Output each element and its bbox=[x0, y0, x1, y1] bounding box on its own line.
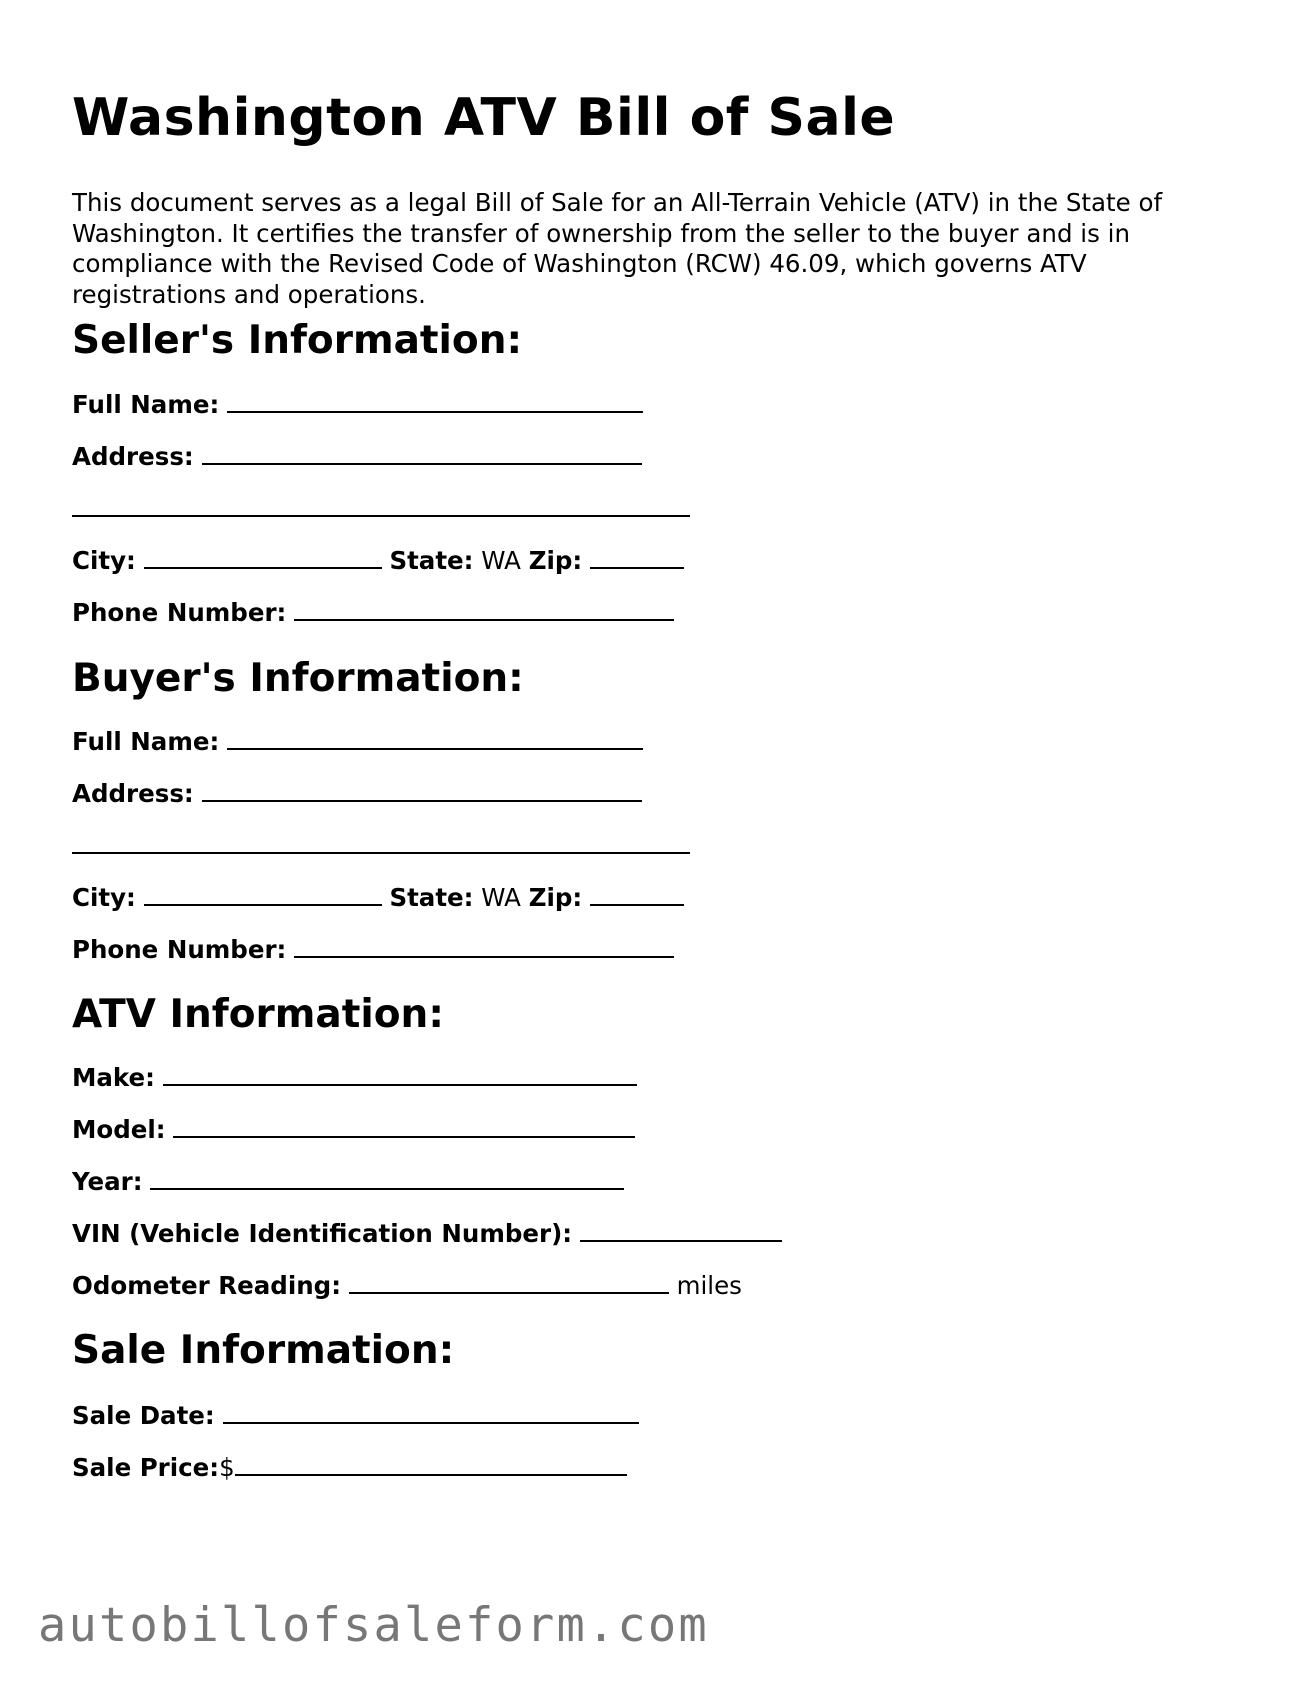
buyer-city-field[interactable] bbox=[144, 882, 382, 906]
buyer-state-label: State: bbox=[389, 883, 474, 912]
atv-heading: ATV Information: bbox=[72, 992, 444, 1037]
seller-address-line2-row bbox=[72, 493, 690, 524]
seller-zip-label: Zip: bbox=[528, 546, 583, 575]
buyer-address-line2-row bbox=[72, 830, 690, 861]
seller-state-label: State: bbox=[389, 546, 474, 575]
buyer-phone-label: Phone Number: bbox=[72, 935, 287, 964]
buyer-address-line2-field[interactable] bbox=[72, 830, 690, 854]
atv-year-label: Year: bbox=[72, 1167, 143, 1196]
sale-price-label: Sale Price: bbox=[72, 1453, 220, 1482]
atv-vin-row bbox=[72, 1218, 782, 1249]
atv-year-row bbox=[72, 1166, 624, 1197]
buyer-city-state-zip-row bbox=[72, 882, 684, 913]
seller-phone-row bbox=[72, 597, 674, 628]
atv-odometer-row bbox=[72, 1270, 742, 1301]
sale-heading: Sale Information: bbox=[72, 1328, 455, 1373]
sale-date-field[interactable] bbox=[223, 1400, 639, 1424]
seller-city-state-zip-row bbox=[72, 545, 684, 576]
seller-heading: Seller's Information: bbox=[72, 318, 523, 363]
atv-model-label: Model: bbox=[72, 1115, 166, 1144]
seller-full-name-field[interactable] bbox=[227, 389, 643, 413]
atv-make-label: Make: bbox=[72, 1063, 155, 1092]
seller-address-line2-field[interactable] bbox=[72, 493, 690, 517]
buyer-full-name-row bbox=[72, 726, 643, 757]
seller-zip-field[interactable] bbox=[590, 545, 684, 569]
atv-year-field[interactable] bbox=[150, 1166, 624, 1190]
seller-full-name-label: Full Name: bbox=[72, 390, 220, 419]
document-title: Washington ATV Bill of Sale bbox=[72, 88, 896, 148]
buyer-state-value: WA bbox=[481, 883, 521, 912]
seller-state-value: WA bbox=[481, 546, 521, 575]
seller-city-field[interactable] bbox=[144, 545, 382, 569]
sale-price-field[interactable] bbox=[235, 1452, 627, 1476]
seller-address-row bbox=[72, 441, 642, 472]
seller-city-label: City: bbox=[72, 546, 136, 575]
atv-make-field[interactable] bbox=[163, 1062, 637, 1086]
atv-model-row bbox=[72, 1114, 635, 1145]
intro-paragraph: This document serves as a legal Bill of Sale for an All-Terrain Vehicle (ATV) in the State of Washington. It certifies the transfer of ownership from the seller to the buyer and is in compliance with the Revised Code of Washington (RCW) 46.09, which governs ATV registrations and operations. bbox=[72, 188, 1163, 309]
buyer-zip-label: Zip: bbox=[528, 883, 583, 912]
atv-vin-field[interactable] bbox=[580, 1218, 782, 1242]
sale-date-row bbox=[72, 1400, 639, 1431]
buyer-address-field[interactable] bbox=[202, 778, 642, 802]
buyer-phone-field[interactable] bbox=[294, 934, 674, 958]
sale-date-label: Sale Date: bbox=[72, 1401, 215, 1430]
seller-full-name-row bbox=[72, 389, 643, 420]
buyer-heading: Buyer's Information: bbox=[72, 656, 524, 701]
seller-address-field[interactable] bbox=[202, 441, 642, 465]
atv-make-row bbox=[72, 1062, 637, 1093]
buyer-address-label: Address: bbox=[72, 779, 194, 808]
seller-phone-field[interactable] bbox=[294, 597, 674, 621]
seller-phone-label: Phone Number: bbox=[72, 598, 287, 627]
buyer-phone-row bbox=[72, 934, 674, 965]
seller-address-label: Address: bbox=[72, 442, 194, 471]
buyer-zip-field[interactable] bbox=[590, 882, 684, 906]
sale-price-row bbox=[72, 1452, 627, 1483]
buyer-city-label: City: bbox=[72, 883, 136, 912]
sale-price-currency: $ bbox=[219, 1453, 235, 1482]
buyer-full-name-field[interactable] bbox=[227, 726, 643, 750]
atv-vin-label: VIN (Vehicle Identification Number): bbox=[72, 1219, 573, 1248]
footer-watermark: autobillofsaleform.com bbox=[38, 1598, 709, 1653]
atv-model-field[interactable] bbox=[173, 1114, 635, 1138]
atv-odometer-unit: miles bbox=[676, 1271, 742, 1300]
atv-odometer-field[interactable] bbox=[349, 1270, 669, 1294]
atv-odometer-label: Odometer Reading: bbox=[72, 1271, 342, 1300]
buyer-address-row bbox=[72, 778, 642, 809]
buyer-full-name-label: Full Name: bbox=[72, 727, 220, 756]
